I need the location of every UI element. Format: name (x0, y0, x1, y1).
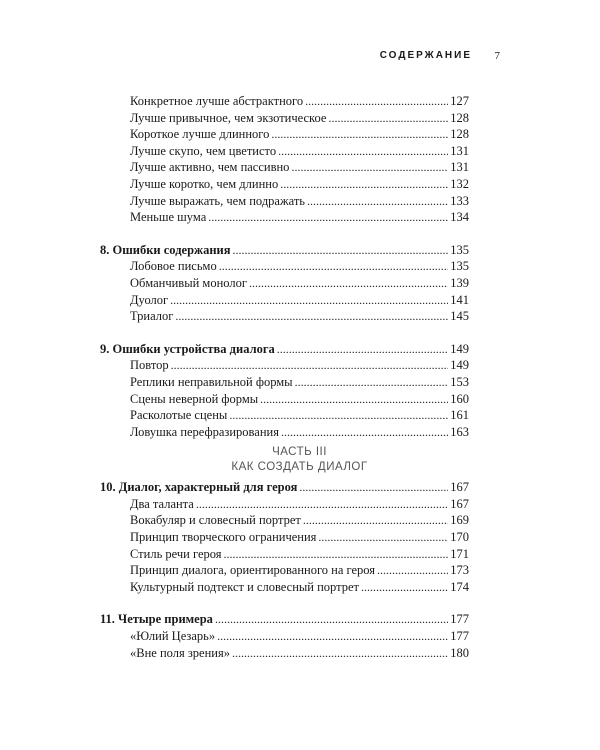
toc-entry[interactable] (100, 159, 469, 176)
section-gap (100, 595, 469, 611)
dot-leader (196, 496, 448, 513)
dot-leader (249, 275, 448, 292)
toc-entry-page: 167 (450, 496, 469, 511)
dot-leader (328, 110, 448, 127)
dot-leader (232, 645, 448, 662)
toc-entry[interactable] (100, 374, 469, 391)
toc-entry[interactable] (100, 292, 469, 309)
toc-entry-label: Лучше выражать, чем подражать (130, 193, 306, 208)
dot-leader (277, 341, 448, 358)
dot-leader (215, 611, 448, 628)
toc-entry[interactable] (100, 391, 469, 408)
toc-entry-page: 177 (450, 629, 469, 644)
dot-leader (377, 562, 448, 579)
chapter-title: 9. Ошибки устройства диалога (100, 341, 275, 356)
toc-entry-page: 163 (450, 424, 469, 439)
toc-entry-page: 135 (450, 259, 469, 274)
toc-entry[interactable] (100, 546, 469, 563)
dot-leader (307, 193, 448, 210)
toc-entry-label: Лучше коротко, чем длинно (130, 176, 279, 191)
toc-entry-page: 170 (450, 530, 469, 545)
toc-entry-label: Меньше шума (130, 210, 207, 225)
dot-leader (318, 529, 448, 546)
dot-leader (295, 374, 449, 391)
toc-entry-page: 134 (450, 210, 469, 225)
dot-leader (208, 209, 448, 226)
toc-entry[interactable] (100, 512, 469, 529)
toc-entry[interactable] (100, 143, 469, 160)
toc-entry[interactable] (100, 579, 469, 596)
dot-leader (175, 308, 448, 325)
toc-entry-label: Расколотые сцены (130, 408, 228, 423)
toc-entry-label: Культурный подтекст и словесный портрет (130, 579, 359, 594)
toc-entry-label: Обманчивый монолог (130, 275, 247, 290)
chapter-title: 8. Ошибки содержания (100, 242, 231, 257)
toc-entry-page: 161 (450, 408, 469, 423)
toc-entry[interactable] (100, 110, 469, 127)
toc-entry-page: 133 (450, 193, 469, 208)
toc-entry[interactable] (100, 562, 469, 579)
toc-entry-label: «Юлий Цезарь» (130, 629, 216, 644)
toc-entry-label: «Вне поля зрения» (130, 645, 230, 660)
part-title: КАК СОЗДАТЬ ДИАЛОГ (231, 461, 368, 474)
chapter-page: 167 (450, 480, 469, 495)
page-number: 7 (494, 50, 500, 62)
toc-entry-label: Лобовое письмо (130, 259, 217, 274)
dot-leader (281, 424, 448, 441)
toc-entry-label: Принцип творческого ограничения (130, 530, 317, 545)
dot-leader (170, 292, 448, 309)
toc-entry[interactable] (100, 209, 469, 226)
toc-entry[interactable] (100, 529, 469, 546)
toc-entry-page: 132 (450, 176, 469, 191)
toc-entry[interactable] (100, 176, 469, 193)
toc-entry-page: 153 (450, 374, 469, 389)
chapter-page: 149 (450, 341, 469, 356)
dot-leader (280, 176, 448, 193)
toc-entry-label: Принцип диалога, ориентированного на героя (130, 563, 376, 578)
dot-leader (271, 126, 448, 143)
toc-entry-page: 128 (450, 127, 469, 142)
toc-entry-label: Вокабуляр и словесный портрет (130, 513, 301, 528)
dot-leader (219, 258, 449, 275)
dot-leader (299, 479, 448, 496)
toc-entry[interactable] (100, 357, 469, 374)
toc-entry[interactable] (100, 628, 469, 645)
toc-entry[interactable] (100, 424, 469, 441)
dot-leader (303, 512, 448, 529)
dot-leader (171, 357, 449, 374)
toc-entry-page: 149 (450, 358, 469, 373)
dot-leader (291, 159, 448, 176)
toc-entry[interactable] (100, 496, 469, 513)
toc-entry-page: 171 (450, 546, 469, 561)
toc-entry-label: Реплики неправильной формы (130, 374, 293, 389)
toc-entry-page: 127 (450, 94, 469, 108)
dot-leader (229, 407, 448, 424)
toc-entry-page: 160 (450, 391, 469, 406)
toc-entry[interactable] (100, 308, 469, 325)
toc-entry-page: 173 (450, 563, 469, 578)
dot-leader (217, 628, 448, 645)
toc-entry-label: Дуолог (130, 292, 169, 307)
dot-leader (305, 93, 448, 110)
dot-leader (361, 579, 448, 596)
toc-entry-label: Стиль речи героя (130, 546, 222, 561)
running-title: СОДЕРЖАНИЕ (379, 50, 472, 61)
toc-entry-label: Два таланта (130, 496, 194, 511)
section-gap (100, 226, 469, 242)
toc-entry[interactable] (100, 407, 469, 424)
toc-entry-page: 174 (450, 579, 469, 594)
toc-entry-page: 139 (450, 275, 469, 290)
toc-entry-label: Триалог (130, 309, 174, 324)
chapter-title: 11. Четыре примера (100, 612, 213, 627)
toc-entry[interactable] (100, 93, 469, 110)
part-heading (100, 445, 469, 475)
toc-entry-label: Сцены неверной формы (130, 391, 259, 406)
toc-entry-page: 169 (450, 513, 469, 528)
toc-entry-label: Повтор (130, 358, 169, 373)
toc-entry[interactable] (100, 258, 469, 275)
toc-entry[interactable] (100, 275, 469, 292)
toc-entry-page: 131 (450, 160, 469, 175)
toc-entry-label: Лучше привычное, чем экзотическое (130, 110, 327, 125)
toc-entry-label: Лучше скупо, чем цветисто (130, 143, 277, 158)
toc-entry-page: 131 (450, 143, 469, 158)
toc-chapter-9[interactable] (100, 341, 469, 358)
part-number: ЧАСТЬ III (272, 446, 327, 459)
toc-entry-label: Ловушка перефразирования (130, 424, 279, 439)
section-gap (100, 325, 469, 341)
chapter-title: 10. Диалог, характерный для героя (100, 480, 298, 495)
dot-leader (260, 391, 448, 408)
toc-entry-page: 128 (450, 110, 469, 125)
toc-entry-page: 180 (450, 645, 469, 660)
toc-entry-label: Конкретное лучше абстрактного (130, 94, 304, 108)
toc-entry-page: 141 (450, 292, 469, 307)
toc-entry[interactable] (100, 645, 469, 662)
toc-entry-label: Лучше активно, чем пассивно (130, 160, 290, 175)
toc-entry[interactable] (100, 126, 469, 143)
chapter-page: 135 (450, 242, 469, 257)
toc-chapter-10[interactable] (100, 479, 469, 496)
toc-entry-page: 145 (450, 309, 469, 324)
toc-chapter-8[interactable] (100, 242, 469, 259)
dot-leader (224, 546, 449, 563)
dot-leader (278, 143, 448, 160)
toc-chapter-11[interactable] (100, 611, 469, 628)
table-of-contents (100, 93, 469, 661)
toc-entry[interactable] (100, 193, 469, 210)
toc-entry-label: Короткое лучше длинного (130, 127, 270, 142)
dot-leader (233, 242, 449, 259)
chapter-page: 177 (450, 612, 469, 627)
